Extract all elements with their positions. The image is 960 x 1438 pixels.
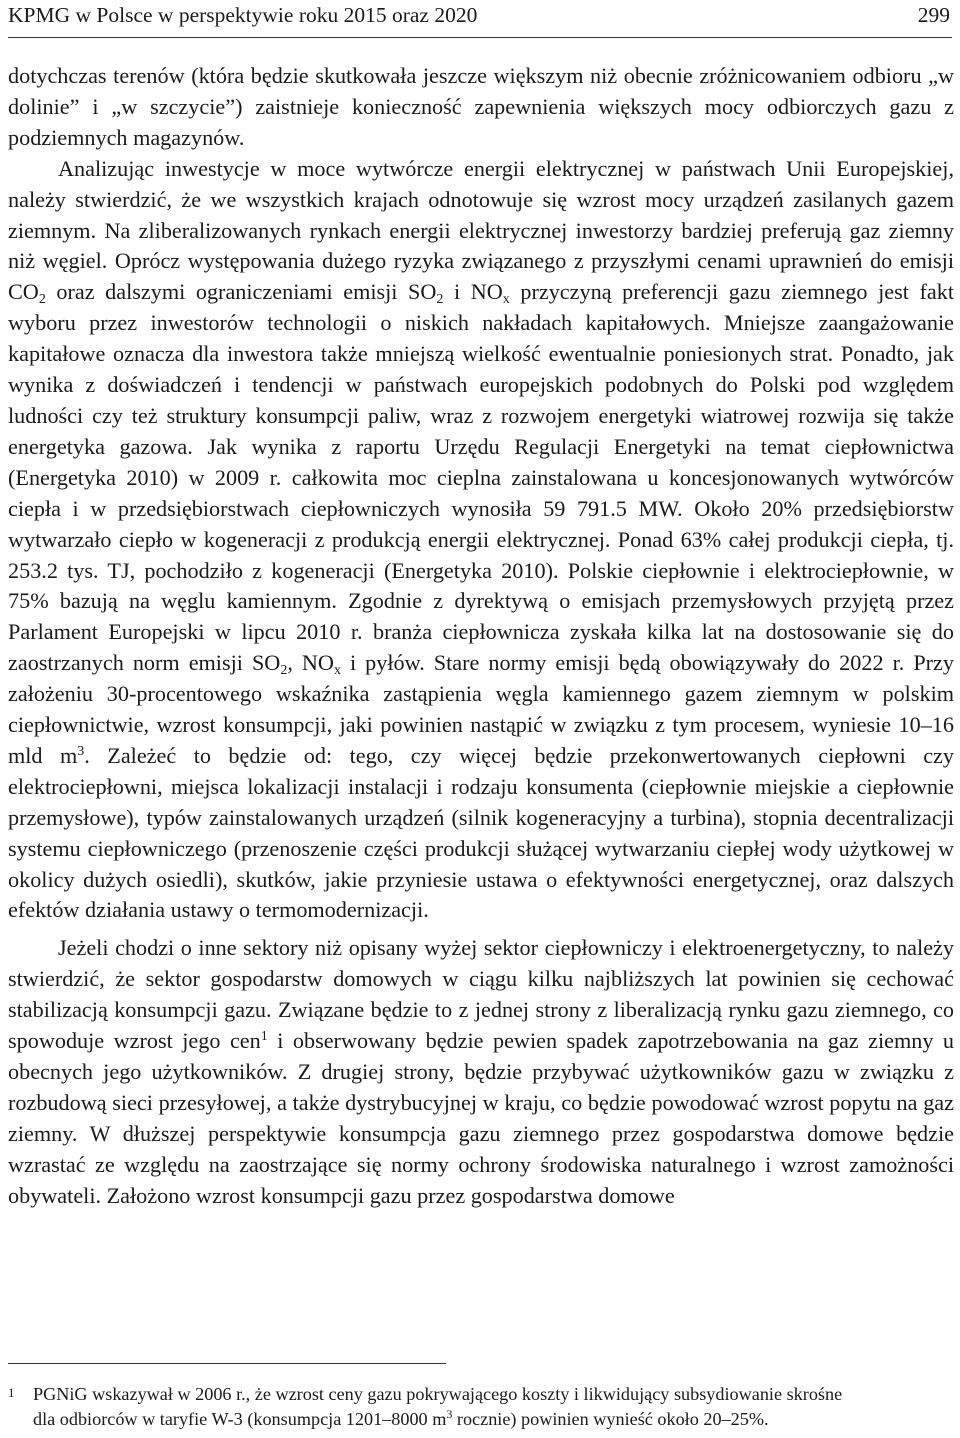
running-title: KPMG w Polsce w perspektywie roku 2015 oraz 2020 xyxy=(8,3,478,27)
running-header xyxy=(8,0,952,30)
paragraph-3: Jeżeli chodzi o inne sektory niż opisany wyżej sektor ciepłowniczy i elektroenergetyczny, to należy stwierdzić, że sektor gospodarstw domowych w ciągu kilku najbliższych lat powinien się cechować stabilizacją konsumpcji gazu. Związane będzie to z jednej strony z liberalizacją rynku gazu ziemnego, co spowoduje wzrost jego cen$^1$ i obserwowany będzie pewien spadek zapotrzebowania na gaz ziemny u obecnych jego użytkowników. Z drugiej strony, będzie przybywać użytkowników gazu w związku z rozbudową sieci przesyłowej, a także dystrybucyjnej w kraju, co będzie powodować wzrost popytu na gaz ziemny. W dłuższej perspektywie konsumpcja gazu ziemnego przez gospodarstwa domowe będzie wzrastać ze względu na zaostrzające się normy ochrony środowiska naturalnego i wzrost zamożności obywateli. Założono wzrost konsumpcji gazu przez gospodarstwa domowe xyxy=(8,935,955,1208)
footnote-text xyxy=(33,1382,954,1432)
header-divider xyxy=(8,37,952,38)
footnote-divider xyxy=(8,1363,446,1364)
page-number: 299 xyxy=(917,3,950,27)
footnote-mark: 1 xyxy=(8,1385,15,1400)
footnote-line-2: dla odbiorców w taryfie W-3 (konsumpcja 1201–8000 $m^3$ rocznie) powinien wynieść około 20–25%. xyxy=(33,1407,769,1429)
footnote-reference[interactable]: 1 xyxy=(260,1029,268,1045)
paragraph-2: Analizując inwestycje w moce wytwórcze energii elektrycznej w państwach Unii Europejskiej, należy stwierdzić, że we wszystkich krajach odnotowuje się wzrost mocy urządzeń zasilanych gazem ziemnym. Na zliberalizowanych rynkach energii elektrycznej inwestorzy bardziej preferują gaz ziemny niż węgiel. Oprócz występowania dużego ryzyka związanego z przyszłymi cenami uprawnień do emisji $CO_2$ oraz dalszymi ograniczeniami emisji $SO_2$ i $NO_x$ przyczyną preferencji gazu ziemnego jest fakt wyboru przez inwestorów technologii o niskich nakładach kapitałowych. Mniejsze zaangażowanie kapitałowe oznacza dla inwestora także mniejszą wielkość ewentualnie poniesionych strat. Ponadto, jak wynika z doświadczeń i tendencji w państwach europejskich podobnych do Polski pod względem ludności czy też struktury konsumpcji paliw, wraz z rozwojem energetyki wiatrowej rozwija się także energetyka gazowa. Jak wynika z raportu Urzędu Regulacji Energetyki na temat ciepłownictwa (Energetyka 2010) w 2009 r. całkowita moc cieplna zainstalowana u koncesjonowanych wytwórców ciepła i w przedsiębiorstwach ciepłowniczych wynosiła 59 791.5 MW. Około 20% przedsiębiorstw wytwarzało ciepło w kogeneracji z produkcją energii elektrycznej. Ponad 63% całej produkcji ciepła, tj. 253.2 tys. TJ, pochodziło z kogeneracji (Energetyka 2010). Polskie ciepłownie i elektrociepłownie, w 75% bazują na węglu kamiennym. Zgodnie z dyrektywą o emisjach przemysłowych przyjętą przez Parlament Europejski w lipcu 2010 r. branża ciepłownicza zyskała kilka lat na dostosowanie się do zaostrzanych norm emisji $SO_2$, $NO_x$ i pyłów. Stare normy emisji będą obowiązywały do 2022 r. Przy założeniu 30-procentowego wskaźnika zastąpienia węgla kamiennego gazem ziemnym w polskim ciepłownictwie, wzrost konsumpcji, jaki powinien nastąpić w związku z tym procesem, wyniesie 10–16 mld $m^3$. Zależeć to będzie od: tego, czy więcej będzie przekonwertowanych ciepłowni czy elektrociepłowni, miejsca lokalizacji instalacji i rodzaju konsumenta (ciepłownie miejskie a ciepłownie przemysłowe), typów zainstalowanych urządzeń (silnik kogeneracyjny a turbina), stopnia decentralizacji systemu ciepłowniczego (przenoszenie części produkcji służącej wytwarzaniu ciepłej wody użytkowej w okolicy dużych osiedli), skutków, jakie przyniesie ustawa o efektywności energetycznej, oraz dalszych efektów działania ustawy o termomodernizacji. xyxy=(8,155,954,923)
footnote-line-1: PGNiG wskazywał w 2006 r., że wzrost ceny gazu pokrywającego koszty i likwidujący subsydiowanie skrośne xyxy=(33,1384,843,1404)
paragraph-1: dotychczas terenów (która będzie skutkowała jeszcze większym niż obecnie zróżnicowaniem odbioru „w dolinie” i „w szczycie”) zaistnieje konieczność zapewnienia większych mocy odbiorczych gazu z podziemnych magazynów. xyxy=(8,63,954,150)
main-text xyxy=(8,61,954,1212)
